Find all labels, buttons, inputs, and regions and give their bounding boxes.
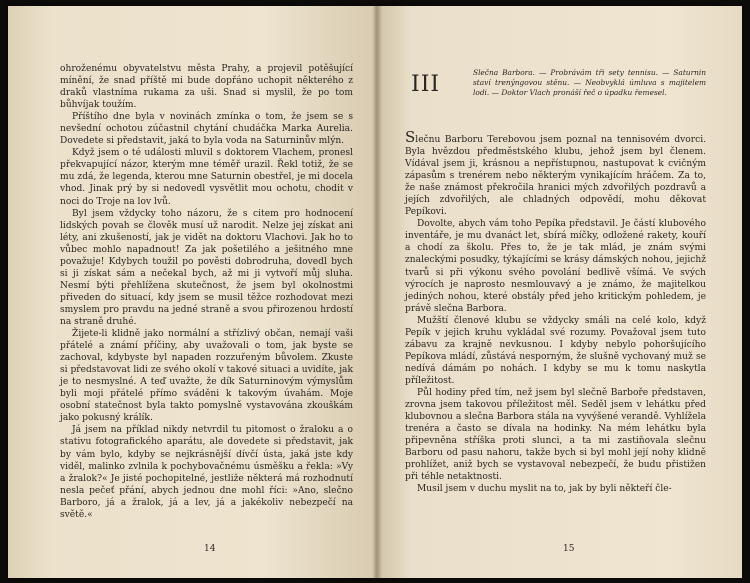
right-page-text — [405, 128, 706, 495]
chapter-heading — [405, 68, 706, 98]
first-paragraph-text: lečnu Barboru Terebovou jsem poznal na tennisovém dvorci. Byla hvězdou předměstského klubu, jehož jsem byl členem. Vídával jsem ji, krásnou a nepřístupnou, nastupovat k cvičným zápasům s trenérem nebo některým vynikajícím hráčem. Za to, že naše známost překročila hranici mých zdvořilých pozdravů a jejích zdvořilých, ale chladných odpovědí, mohu děkovat Pepíkovi. — [405, 135, 706, 218]
paragraph: ohroženému obyvatelstvu města Prahy, a projevil potěšující mínění, že snad příště mi bude dopřáno uchopit některého z draků vlastníma rukama za uši. Snad si myslil, že po tom bůhvíjak toužím. — [60, 64, 353, 111]
paragraph: Byl jsem vždycky toho názoru, že s citem pro hodnocení lidských povah se člověk musí už narodit. Nelze jej získat ani léty, ani zkušeností, jak je vidět na doktoru Vlachovi. Jak ho to vůbec mohlo napadnout! Za jak pošetilého a ješitného mne považuje! Kdybych toužil po pověsti dobrodruha, dovedl bych si ji získat sám a nečekal bych, až mi ji vytvoří můj sluha. Nesmí býti přehlížena skutečnost, že jsem byl okolnostmi přiveden do situací, kdy jsem se musil těžce rozhodovat mezi smyslem pro pravdu na jedné straně a svou přirozenou hrdostí na straně druhé. — [60, 208, 353, 327]
paragraph: Když jsem o té události mluvil s doktorem Vlachem, pronesl překvapující názor, kterým mne téměř urazil. Řekl totiž, že se mu zdá, že legenda, kterou mne Saturnin obestřel, je mi docela vhod. Jinak prý by si nedovedl vysvětlit mou ochotu, chodit v noci do Troje na lov lvů. — [60, 148, 353, 207]
paragraph: Žijete-li klidně jako normální a střízlivý občan, nemají vaši přátelé a známí příčiny, aby uvažovali o tom, jak byste se zachoval, kdybyste byl napaden rozzuřeným bůvolem. Zkuste si představovat lidi ze svého okolí v takové situaci a uvidíte, jak je to nesmyslné. A teď uvažte, že dík Saturninovým výmyslům byli moji přátelé přímo sváděni k takovým úvahám. Moje osobní statečnost byla takto pomyslně vystavována zkouškám jako pokusný králík. — [60, 329, 353, 424]
paragraph: Já jsem na příklad nikdy netvrdil tu pitomost o žraloku a o stativu fotografického aparátu, ale dovedete si představit, jak by vám bylo, kdyby se nejkrásnější dívčí ústa, jaká jste kdy viděl, malinko zvlnila k pochybovačnému úsměšku a řekla: »Vy a žralok?« Je jisté pochopitelné, jestliže některá má rozhodnutí nesla pečeť přání, abych jednou dne mohl říci: »Ano, slečno Barboro, já a žralok, já a lev, já a jakékoliv nebezpečí na světě.« — [60, 425, 353, 520]
paragraph: Musil jsem v duchu myslit na to, jak by byli někteří čle- — [417, 484, 672, 495]
paragraph: Dovolte, abych vám toho Pepíka představil. Je částí klubového inventáře, je mu dvanáct let, sbírá míčky, odložené rakety, kouří a chodí za školu. Přes to, že je tak mlád, je znám svými znaleckými posudky, týkajícími se krásy dámských nohou, jejichž tvarů si při výkonu svého povolání bedlivě všímá. Ve svých výrocích je naprosto nesmlouvavý a je známo, že majitelkou jediných nohou, které obstály před jeho kritickým pohledem, je právě slečna Barbora. — [405, 219, 706, 314]
right-page — [375, 6, 742, 578]
paragraph — [405, 128, 706, 218]
book-gutter — [372, 6, 382, 578]
paragraph: Příštího dne byla v novinách zmínka o tom, že jsem se s nevšední ochotou zúčastnil chytání chudáčka Marka Aurelia. Dovedete si představit, jaká to byla voda na Saturninův mlýn. — [60, 112, 353, 147]
chapter-number: III — [411, 72, 441, 97]
drop-cap: S — [405, 128, 416, 146]
paragraph: Mužští členové klubu se vždycky smáli na celé kolo, když Pepík v jejich kruhu vykládal své rozumy. Považoval jsem tuto zábavu za krajně nevkusnou. I kdyby nebylo pohoršujícího Pepíkova mládí, zůstává nesporným, že slušně vychovaný muž se nedívá dámám po nohách. I kdyby se mu k tomu naskytla příležitost. — [405, 315, 706, 386]
paragraph: Půl hodiny před tím, než jsem byl slečně Barboře představen, zrovna jsem takovou příležitost měl. Seděl jsem v lehátku před klubovnou a slečna Barbora stála na vyvýšené verandě. Vyhlížela trenéra a často se dívala na hodinky. Na mém lehátku byla připevněna stříška proti slunci, a ta mi zastiňovala slečnu Barboru od pasu nahoru, takže bych si byl mohl její nohy klidně prohlížet, aniž bych se vystavoval nebezpečí, že budu přistižen při téhle netaktnosti. — [405, 387, 706, 483]
page-number-left: 14 — [204, 544, 216, 554]
book-spread — [8, 6, 742, 578]
chapter-synopsis: Slečna Barbora. — Probrávám tři sety tennisu. — Saturnin staví trenýngovou stěnu. — Neobvyklá úmluva s majitelem lodi. — Doktor Vlach pronáší řeč o úpadku řemesel. — [473, 68, 706, 97]
page-number-right: 15 — [563, 544, 575, 554]
left-page — [8, 6, 375, 578]
left-page-text — [60, 63, 353, 521]
